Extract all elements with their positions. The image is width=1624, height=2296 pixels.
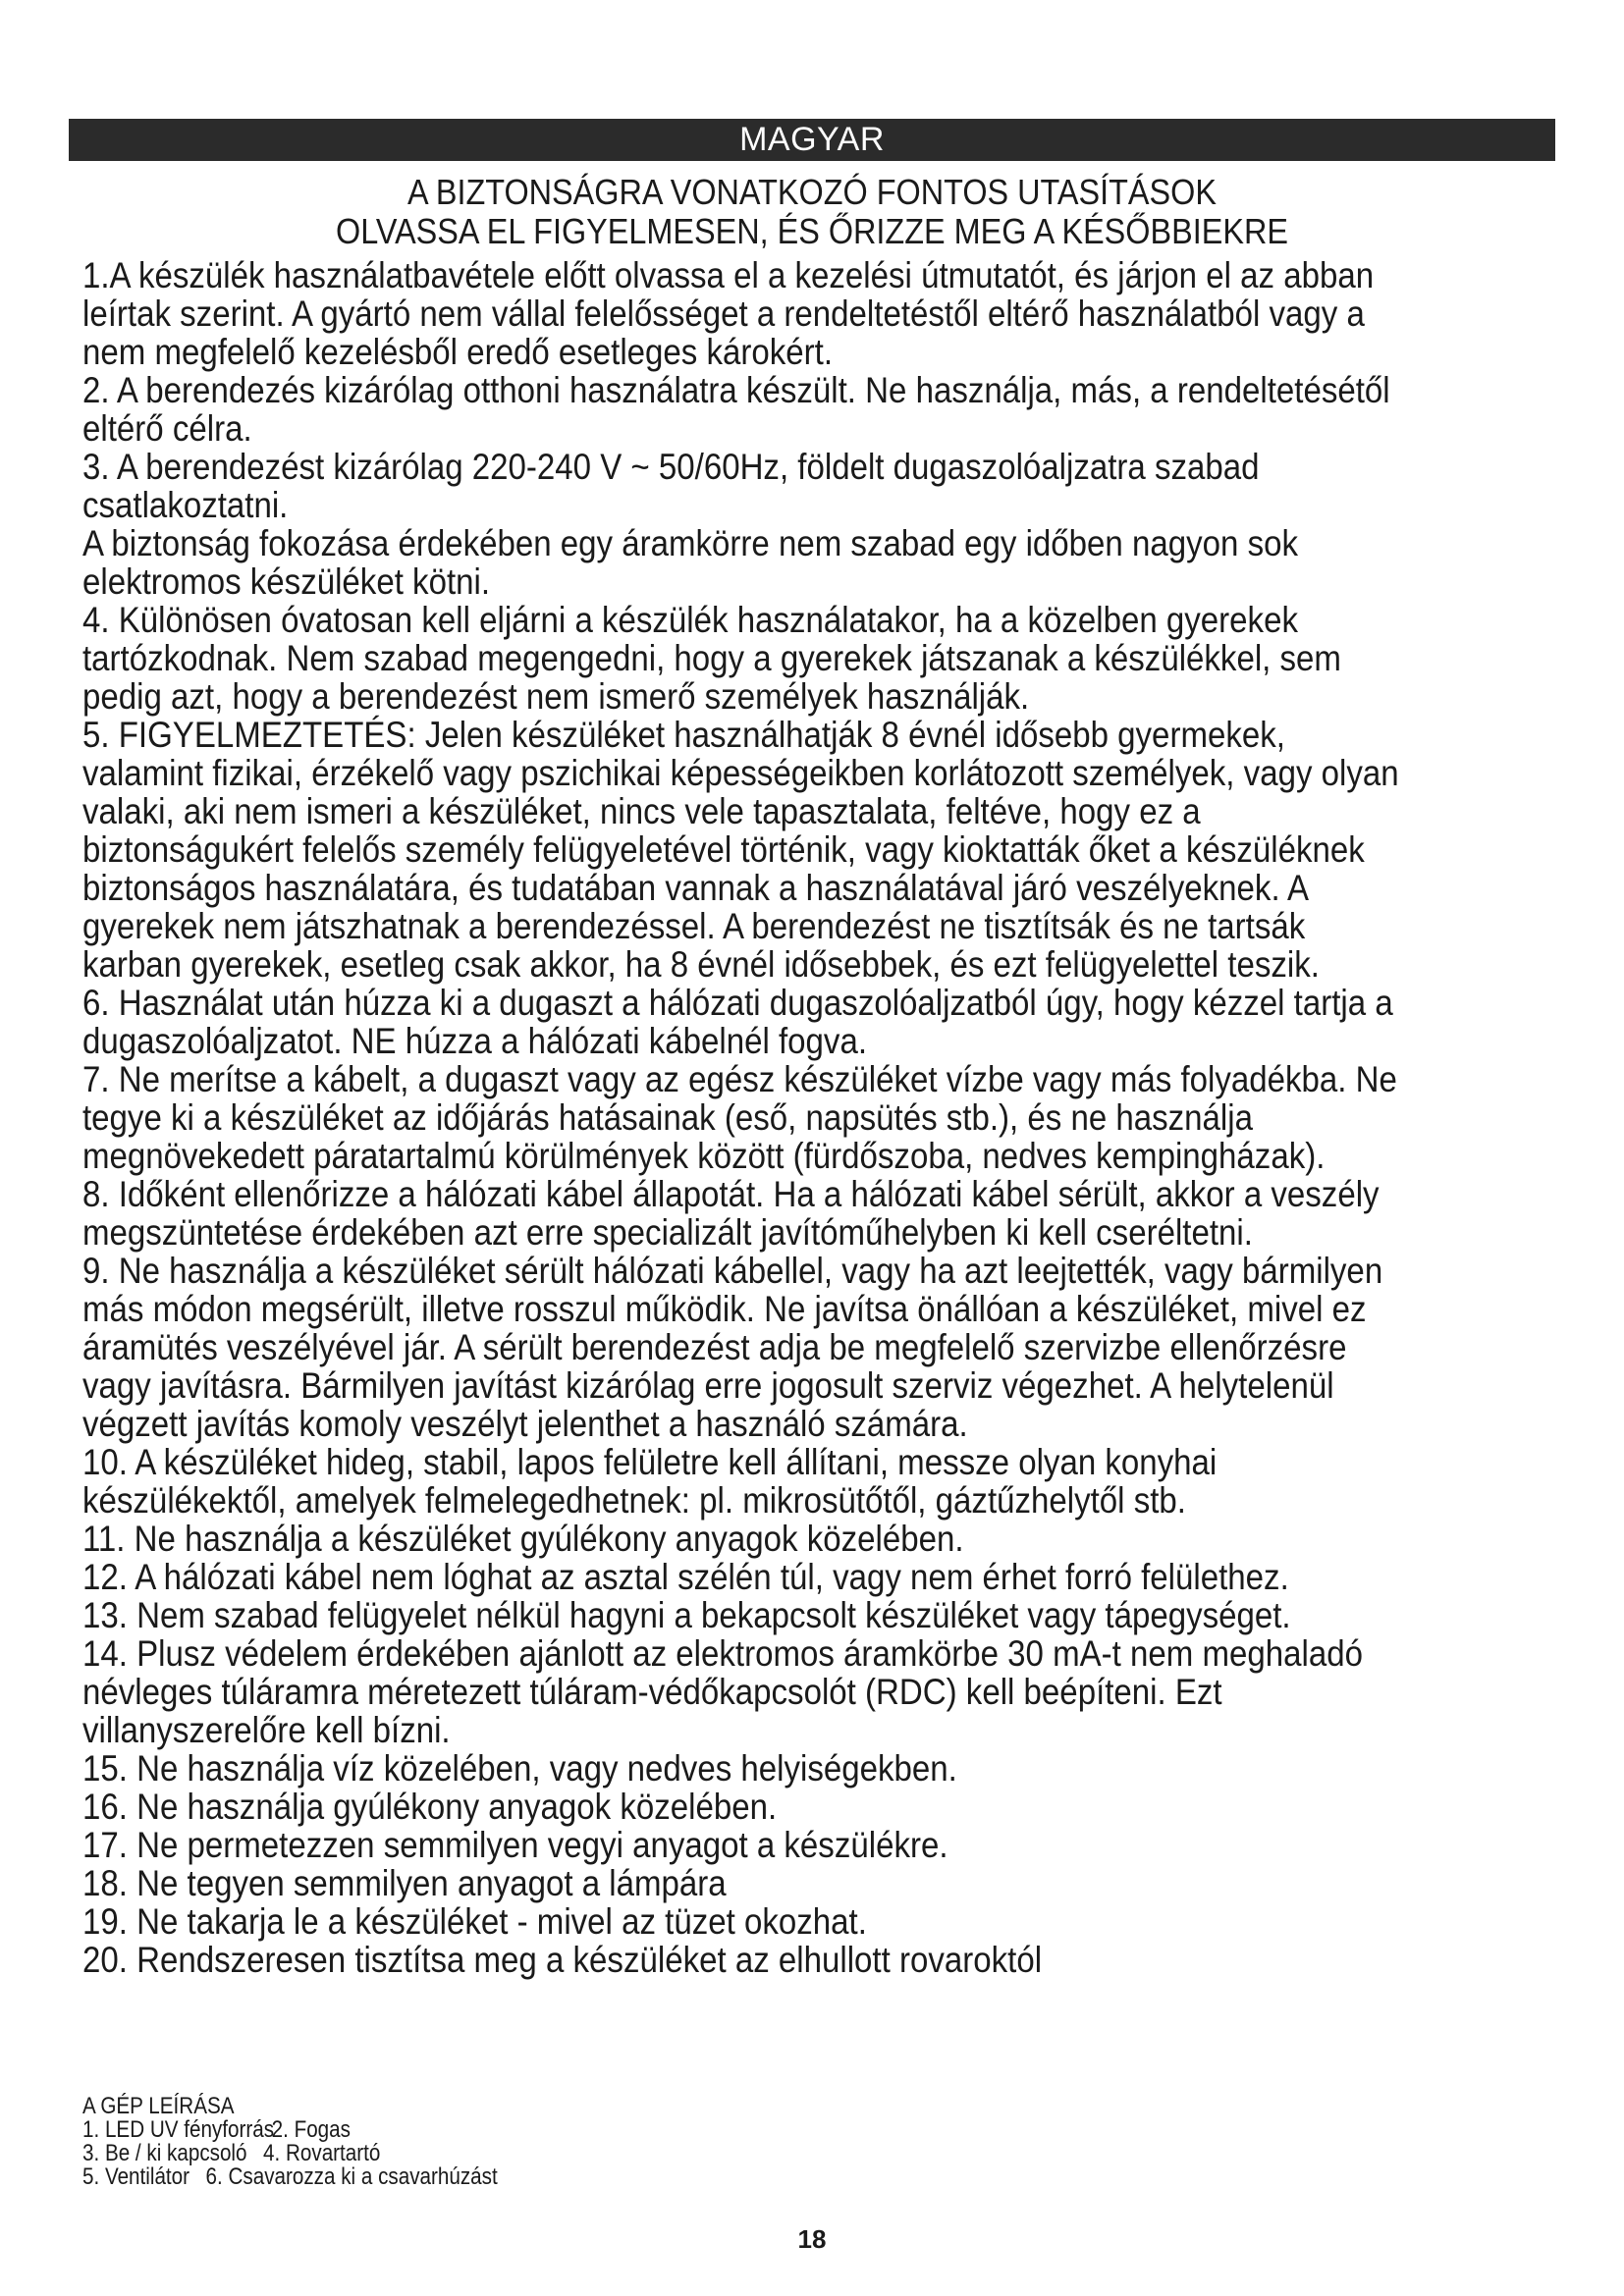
instruction-line: valamint fizikai, érzékelő vagy pszichikai képességeikben korlátozott személyek, vagy olyan	[82, 753, 1399, 793]
instruction-line: 3. A berendezést kizárólag 220-240 V ~ 50/60Hz, földelt dugaszolóaljzatra szabad	[82, 447, 1260, 487]
part-item: 1. LED UV fényforrás	[82, 2116, 275, 2143]
instruction-line: biztonságukért felelős személy felügyeletével történik, vagy kioktatták őket a készüléknek	[82, 829, 1365, 870]
instruction-line: 9. Ne használja a készüléket sérült hálózati kábellel, vagy ha azt leejtették, vagy bármilyen	[82, 1251, 1383, 1291]
instruction-line: tartózkodnak. Nem szabad megengedni, hogy a gyerekek játszanak a készülékkel, sem	[82, 638, 1341, 678]
language-header-bar	[69, 119, 1555, 161]
instruction-line: 8. Időként ellenőrizze a hálózati kábel állapotát. Ha a hálózati kábel sérült, akkor a veszély	[82, 1174, 1380, 1214]
instruction-line: villanyszerelőre kell bízni.	[82, 1710, 451, 1750]
instruction-line: 19. Ne takarja le a készüléket - mivel az tüzet okozhat.	[82, 1901, 867, 1942]
safety-heading-line-2: OLVASSA EL FIGYELMESEN, ÉS ŐRIZZE MEG A KÉSŐBBIEKRE	[336, 211, 1288, 251]
instruction-line: 16. Ne használja gyúlékony anyagok közelében.	[82, 1787, 778, 1827]
instruction-line: más módon megsérült, illetve rosszul működik. Ne javítsa önállóan a készüléket, mivel ez	[82, 1289, 1367, 1329]
instruction-line: gyerekek nem játszhatnak a berendezéssel. A berendezést ne tisztítsák és ne tartsák	[82, 906, 1306, 946]
instruction-line: megnövekedett páratartalmú körülmények között (fürdőszoba, nedves kempingházak).	[82, 1136, 1326, 1176]
instruction-line: 4. Különösen óvatosan kell eljárni a készülék használatakor, ha a közelben gyerekek	[82, 600, 1298, 640]
instruction-line: nem megfelelő kezelésből eredő esetleges károkért.	[82, 332, 834, 372]
instruction-line: leírtak szerint. A gyártó nem vállal felelősséget a rendeltetéstől eltérő használatból vagy a	[82, 294, 1365, 334]
instruction-line: végzett javítás komoly veszélyt jelenthet a használó számára.	[82, 1404, 968, 1444]
description-row	[82, 2142, 556, 2165]
instruction-line: 14. Plusz védelem érdekében ajánlott az elektromos áramkörbe 30 mA-t nem meghaladó	[82, 1633, 1363, 1674]
instruction-line: 10. A készüléket hideg, stabil, lapos felületre kell állítani, messze olyan konyhai	[82, 1442, 1218, 1482]
instruction-line: dugaszolóaljzatot. NE húzza a hálózati kábelnél fogva.	[82, 1021, 868, 1061]
instruction-line: elektromos készüléket kötni.	[82, 561, 491, 602]
safety-heading-line-1: A BIZTONSÁGRA VONATKOZÓ FONTOS UTASÍTÁSOK	[407, 172, 1217, 212]
instruction-line: 2. A berendezés kizárólag otthoni használatra készült. Ne használja, más, a rendeltetésétől	[82, 370, 1390, 410]
instruction-line: pedig azt, hogy a berendezést nem ismerő személyek használják.	[82, 676, 1030, 717]
instruction-line: 13. Nem szabad felügyelet nélkül hagyni a bekapcsolt készüléket vagy tápegységet.	[82, 1595, 1291, 1635]
part-item: 6. Csavarozza ki a csavarhúzást	[205, 2163, 498, 2190]
page-number: 18	[797, 2224, 827, 2254]
instruction-line: vagy javításra. Bármilyen javítást kizárólag erre jogosult szerviz végezhet. A helytelenül	[82, 1365, 1334, 1406]
part-item: 5. Ventilátor	[82, 2163, 190, 2190]
instruction-line: valaki, aki nem ismeri a készüléket, nincs vele tapasztalata, feltéve, hogy ez a	[82, 791, 1201, 831]
instruction-line: tegye ki a készüléket az időjárás hatásainak (eső, napsütés stb.), és ne használja	[82, 1097, 1254, 1138]
instruction-line: 17. Ne permetezzen semmilyen vegyi anyagot a készülékre.	[82, 1825, 948, 1865]
part-item: 3. Be / ki kapcsoló	[82, 2140, 247, 2166]
instruction-line: 12. A hálózati kábel nem lóghat az asztal szélén túl, vagy nem érhet forró felülethez.	[82, 1557, 1289, 1597]
instruction-line: 11. Ne használja a készüléket gyúlékony anyagok közelében.	[82, 1519, 964, 1559]
instruction-line: 5. FIGYELMEZTETÉS: Jelen készüléket használhatják 8 évnél idősebb gyermekek,	[82, 715, 1285, 755]
instruction-line: 18. Ne tegyen semmilyen anyagot a lámpára	[82, 1863, 727, 1903]
language-label: MAGYAR	[739, 121, 885, 158]
safety-instructions-body	[82, 256, 1468, 1979]
instruction-line: csatlakoztatni.	[82, 485, 289, 525]
instruction-line: 20. Rendszeresen tisztítsa meg a készüléket az elhullott rovaroktól	[82, 1940, 1043, 1980]
part-item: 2. Fogas	[271, 2116, 351, 2143]
machine-description	[82, 2095, 556, 2189]
description-row	[82, 2165, 556, 2189]
instruction-line: megszüntetése érdekében azt erre specializált javítóműhelyben ki kell cseréltetni.	[82, 1212, 1253, 1253]
instruction-line: 15. Ne használja víz közelében, vagy nedves helyiségekben.	[82, 1748, 957, 1789]
instruction-line: karban gyerekek, esetleg csak akkor, ha 8 évnél idősebbek, és ezt felügyelettel teszik.	[82, 944, 1320, 985]
instruction-line: áramütés veszélyével jár. A sérült berendezést adja be megfelelő szervizbe ellenőrzésre	[82, 1327, 1347, 1367]
instruction-line: eltérő célra.	[82, 408, 252, 449]
instruction-line: készülékektől, amelyek felmelegedhetnek: pl. mikrosütőtől, gáztűzhelytől stb.	[82, 1480, 1186, 1521]
instruction-line: 7. Ne merítse a kábelt, a dugaszt vagy az egész készüléket vízbe vagy más folyadékba. Ne	[82, 1059, 1397, 1099]
instruction-line: 6. Használat után húzza ki a dugaszt a hálózati dugaszolóaljzatból úgy, hogy kézzel tartja a	[82, 983, 1393, 1023]
instruction-line: biztonságos használatára, és tudatában vannak a használatával járó veszélyeknek. A	[82, 868, 1310, 908]
part-item: 4. Rovartartó	[263, 2140, 381, 2166]
instruction-line: 1.A készülék használatbavétele előtt olvassa el a kezelési útmutatót, és járjon el az abban	[82, 255, 1375, 295]
description-title: A GÉP LEÍRÁSA	[82, 2093, 235, 2119]
description-row	[82, 2118, 556, 2142]
instruction-line: A biztonság fokozása érdekében egy áramkörre nem szabad egy időben nagyon sok	[82, 523, 1298, 563]
instruction-line: névleges túláramra méretezett túláram-védőkapcsolót (RDC) kell beépíteni. Ezt	[82, 1672, 1222, 1712]
